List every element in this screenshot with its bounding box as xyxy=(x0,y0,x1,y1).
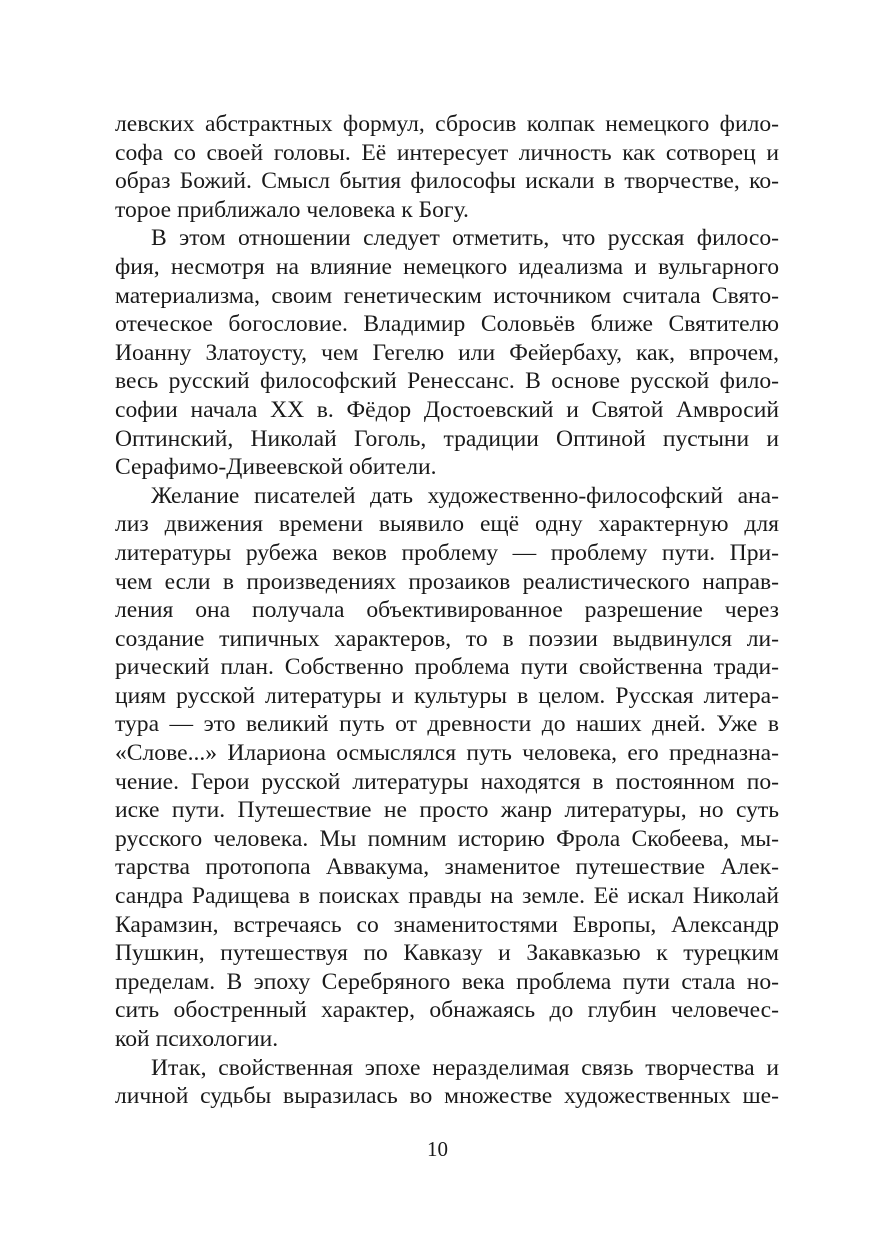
paragraph xyxy=(115,1054,779,1111)
text-line: иске пути. Путешествие не просто жанр литературы, но суть xyxy=(115,797,779,824)
text-line: создание типичных характеров, то в поэзии выдвинулся ли- xyxy=(115,625,779,652)
text-line: образ Божий. Смысл бытия философы искали в творчестве, ко- xyxy=(115,168,779,195)
paragraph xyxy=(115,224,779,481)
text-line: тарства протопопа Аввакума, знаменитое путешествие Алек- xyxy=(115,854,779,881)
text-line: Оптинский, Николай Гоголь, традиции Оптиной пустыни и xyxy=(115,425,779,452)
text-line: отеческое богословие. Владимир Соловьёв ближе Святителю xyxy=(115,311,779,338)
text-line: кой психологии. xyxy=(115,1026,279,1052)
paragraph xyxy=(115,482,779,1054)
text-line: русского человека. Мы помним историю Фрола Скобеева, мы- xyxy=(115,825,779,852)
text-line: ления она получала объективированное разрешение через xyxy=(115,597,779,624)
body-text xyxy=(115,110,779,1111)
text-line: сить обостренный характер, обнажаясь до глубин человечес- xyxy=(115,997,779,1024)
text-line: Желание писателей дать художественно-философский ана- xyxy=(151,482,779,509)
text-line: левских абстрактных формул, сбросив колпак немецкого фило- xyxy=(115,111,779,137)
text-line: чение. Герои русской литературы находятся в постоянном по- xyxy=(115,768,779,795)
text-line: Серафимо-Дивеевской обители. xyxy=(115,454,437,481)
text-line: В этом отношении следует отметить, что русская филосо- xyxy=(151,225,779,252)
text-line: Пушкин, путешествуя по Кавказу и Закавказью к турецким xyxy=(115,940,779,967)
text-line: Итак, свойственная эпохе неразделимая связь творчества и xyxy=(151,1054,779,1081)
text-line: весь русский философский Ренессанс. В основе русской фило- xyxy=(115,368,779,395)
text-line: циям русской литературы и культуры в целом. Русская литера- xyxy=(115,682,779,709)
text-line: рический план. Собственно проблема пути свойственна тради- xyxy=(115,654,779,681)
text-line: «Слове...» Илариона осмыслялся путь человека, его предназна- xyxy=(115,740,779,767)
text-line: софа со своей головы. Её интересует личность как сотворец и xyxy=(115,139,779,166)
text-line: тура — это великий путь от древности до наших дней. Уже в xyxy=(115,711,779,738)
text-line: фия, несмотря на влияние немецкого идеализма и вульгарного xyxy=(115,253,779,280)
text-line: литературы рубежа веков проблему — проблему пути. При- xyxy=(115,539,779,566)
text-line: лиз движения времени выявило ещё одну характерную для xyxy=(115,511,779,538)
text-line: пределам. В эпоху Серебряного века проблема пути стала но- xyxy=(115,968,779,995)
text-line: материализма, своим генетическим источником считала Свято- xyxy=(115,282,779,309)
text-line: чем если в произведениях прозаиков реалистического направ- xyxy=(115,568,779,595)
text-line: личной судьбы выразилась во множестве художественных ше- xyxy=(115,1083,779,1110)
text-line: сандра Радищева в поисках правды на земле. Её искал Николай xyxy=(115,883,779,910)
text-line: Карамзин, встречаясь со знаменитостями Европы, Александр xyxy=(115,911,779,938)
paragraph xyxy=(115,110,779,224)
text-line: Иоанну Златоусту, чем Гегелю или Фейербаху, как, впрочем, xyxy=(115,339,779,366)
text-line: софии начала XX в. Фёдор Достоевский и Святой Амвросий xyxy=(115,396,779,423)
page-number: 10 xyxy=(427,1137,448,1161)
text-line: торое приближало человека к Богу. xyxy=(115,196,469,223)
